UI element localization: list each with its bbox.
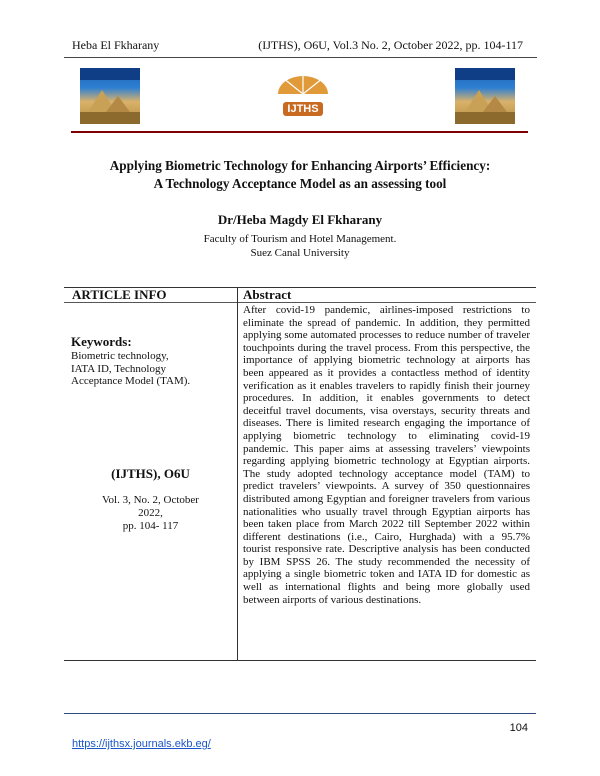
running-header-author: Heba El Fkharany	[72, 38, 160, 52]
footer-rule	[64, 713, 536, 714]
abstract-text: After covid-19 pandemic, airlines-imposed restrictions to eliminate the spread of pandemic. In addition, they permitted applying some automated processes to reduce number of traveler touchpoints during the travel process. From this perspective, the importance of applying biometric technology at airports has been appeared as it provides a contactless method of identity verification as it enables travelers to rapidly finish their journey procedures. In addition, it enables governments to detect deceitful travel documents, visa overstays, security threats and diseases. There is limited research engaging the importance of applying biometric technology to eliminating covid-19 pandemic. This paper aims at assessing travelers’ viewpoints regarding applying biometric technology at Egyptian airports. The study adopted technology acceptance model (TAM) to predict travelers’ viewpoints. A survey of 350 questionnaires distributed among Egyptian and foreigner travelers from various nationalities who usually travel through Egyptian airports has been taken place from March 2022 till September 2022 within different destinations (i.e., Cairo, Hurghada) with a 95.7% tourist responsive rate. Descriptive analysis has been conducted by IBM SPSS 26. The study recommended the necessity of applying a single biometric token and IATA ID for domestic as well as international flights and being more globally used between airports of various destinations.	[243, 304, 530, 606]
keywords-heading: Keywords:	[71, 334, 132, 349]
paper-title	[60, 157, 540, 193]
sunburst-logo-icon	[258, 74, 348, 94]
logo-text: IJTHS	[283, 102, 322, 116]
keyword-line: Biometric technology,	[71, 350, 169, 362]
article-info-heading: ARTICLE INFO	[72, 287, 167, 302]
volume-info	[64, 494, 237, 533]
keywords-list	[71, 350, 190, 388]
volume-line: pp. 104- 117	[122, 520, 179, 532]
running-header-journal: (IJTHS), O6U, Vol.3 No. 2, October 2022, pp. 104-117	[258, 38, 523, 52]
journal-name: (IJTHS), O6U	[111, 466, 190, 481]
header-rule	[64, 57, 537, 58]
journal-cover-image	[80, 68, 140, 124]
table-bottom-rule	[64, 660, 536, 661]
page-number: 104	[509, 722, 528, 734]
journal-url-link[interactable]: https://ijthsx.journals.ekb.eg/	[72, 738, 211, 750]
keyword-line: Acceptance Model (TAM).	[71, 375, 191, 387]
author-name: Dr/Heba Magdy El Fkharany	[217, 212, 383, 227]
banner-rule	[71, 131, 528, 133]
title-line-2: A Technology Acceptance Model as an assessing tool	[153, 176, 447, 191]
author-affiliation	[60, 232, 540, 260]
volume-line: Vol. 3, No. 2, October	[102, 494, 199, 506]
affiliation-line-2: Suez Canal University	[250, 247, 350, 259]
abstract-heading: Abstract	[243, 287, 292, 302]
journal-cover-image	[455, 68, 515, 124]
journal-logo	[258, 74, 348, 124]
affiliation-line-1: Faculty of Tourism and Hotel Management.	[203, 233, 397, 245]
table-column-divider	[237, 288, 238, 660]
volume-line: 2022,	[138, 507, 163, 519]
title-line-1: Applying Biometric Technology for Enhancing Airports’ Efficiency:	[109, 158, 491, 173]
keyword-line: IATA ID, Technology	[71, 362, 166, 375]
